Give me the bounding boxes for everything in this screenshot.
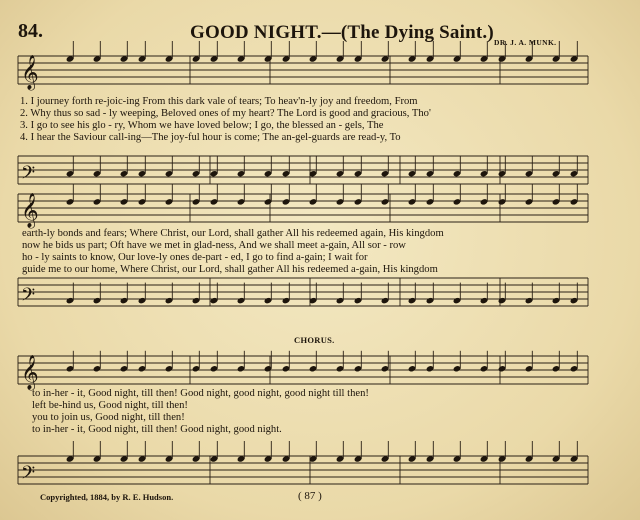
hymn-title: GOOD NIGHT.—(The Dying Saint.) [190,22,494,43]
clef-symbol: 𝄞 [21,193,39,228]
composer-credit: DR. J. A. MUNK. [494,38,557,47]
clef-symbol: 𝄢 [21,163,36,188]
chorus-line-4: to in-her - it, Good night, till then! Good night, good night. [32,424,282,435]
chorus-line-1: to in-her - it, Good night, till then! Good night, good night, good night till then! [32,388,369,399]
clef-symbol: 𝄢 [21,463,36,488]
chorus-label: CHORUS. [294,335,335,345]
verse-line-8: guide me to our home, Where Christ, our Lord, shall gather All his redeemed a-gain, His kingdom [22,264,438,275]
verse-line-2: 2. Why thus so sad - ly weeping, Beloved ones of my heart? The Lord is good and gracious, Tho' [20,108,431,119]
verse-line-3: 3. I go to see his glo - ry, Whom we have loved below; I go, the blessed an - gels, The [20,120,384,131]
clef-symbol: 𝄢 [21,285,36,310]
staff-lines [18,156,588,184]
hymn-number: 84. [18,20,43,42]
chorus-line-2: left be-hind us, Good night, till then! [32,400,188,411]
verse-line-4: 4. I hear the Saviour call-ing—The joy-ful hour is come; The an-gel-guards are read-y, To [20,132,401,143]
staff-lines [18,194,588,222]
chorus-line-3: you to join us, Good night, till then! [32,412,185,423]
page-number: ( 87 ) [298,490,322,502]
clef-symbol: 𝄞 [21,355,39,390]
verse-line-1: 1. I journey forth re-joic-ing From this dark vale of tears; To heav'n-ly joy and freedom, From [20,96,418,107]
clef-symbol: 𝄞 [21,55,39,90]
copyright-notice: Copyrighted, 1884, by R. E. Hudson. [40,492,174,502]
verse-line-6: now he bids us part; Oft have we met in glad-ness, And we shall meet a-gain, All sor - row [22,240,406,251]
verse-line-5: earth-ly bonds and fears; Where Christ, our Lord, shall gather All his redeemed again, His kingdom [22,228,444,239]
verse-line-7: ho - ly saints to know, Our love-ly ones de-part - ed, I go to find a-gain; I wait for [22,252,368,263]
